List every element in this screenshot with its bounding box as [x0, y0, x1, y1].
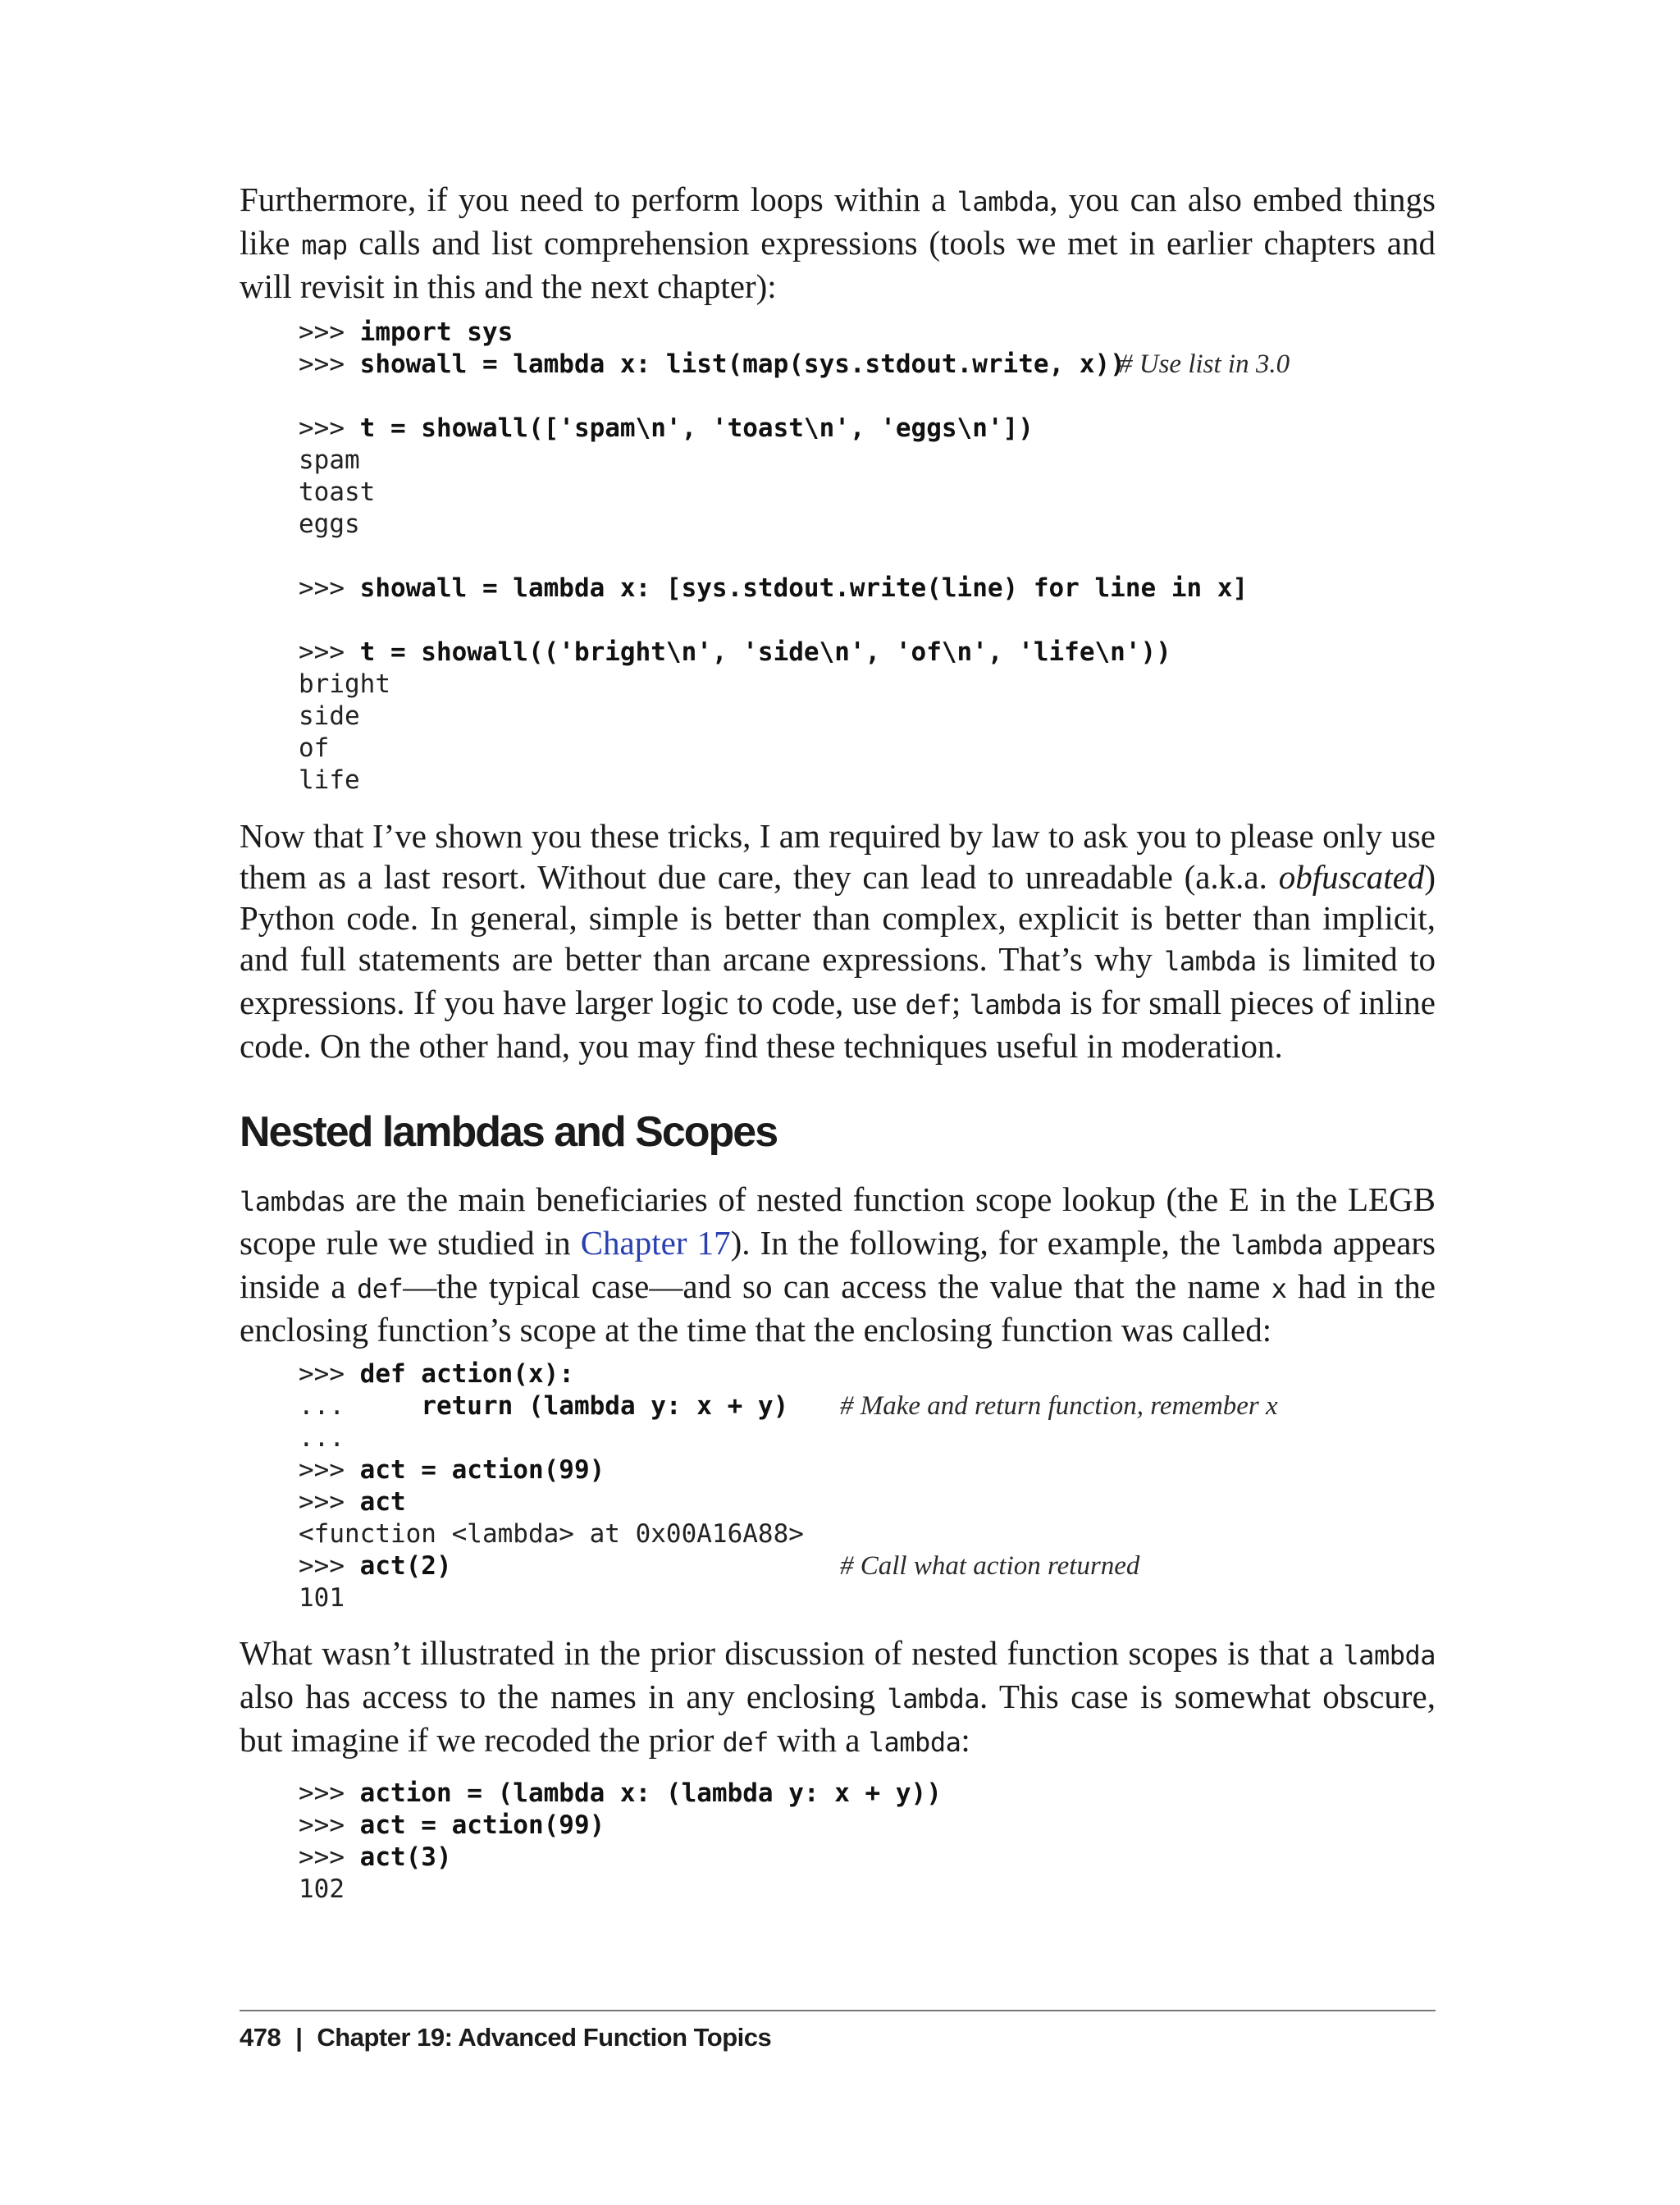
text: Now that I’ve shown you these tricks, I am required by law to ask you to please only use them as a last resort. Without due care, they can lead to unreadable (a.k.a. [240, 817, 1436, 896]
code-line [299, 413, 1248, 445]
text: ; [951, 984, 970, 1021]
code-line [299, 1810, 942, 1842]
code-output: eggs [299, 509, 360, 539]
code-command: act(2) [359, 1551, 452, 1581]
code-line [299, 1454, 804, 1486]
code-output: life [299, 765, 360, 795]
code-output: 101 [299, 1583, 345, 1613]
code-output: bright [299, 669, 390, 699]
code-blank-line [299, 605, 1248, 637]
text: , you can also embed things like [240, 180, 1436, 262]
code-prompt: >>> [299, 1359, 360, 1389]
code-line [299, 317, 1248, 349]
paragraph-caution [240, 815, 1436, 1066]
inline-code: lambda [1343, 1640, 1436, 1671]
code-comment: # Make and return function, remember x [840, 1391, 1278, 1421]
inline-code: lambda [240, 1186, 332, 1217]
text: : [961, 1721, 970, 1759]
footer-separator: | [295, 2023, 303, 2052]
code-prompt: >>> [299, 1455, 360, 1485]
code-prompt: >>> [299, 317, 360, 347]
code-prompt: >>> [299, 413, 360, 443]
code-output: of [299, 733, 330, 763]
code-prompt: >>> [299, 1842, 360, 1872]
code-output: <function <lambda> at 0x00A16A88> [299, 1519, 804, 1549]
code-command: act = action(99) [359, 1455, 605, 1485]
code-output: side [299, 701, 360, 731]
paragraph-nested-scopes [240, 1179, 1436, 1350]
code-comment: # Call what action returned [840, 1551, 1140, 1581]
paragraph-loops-in-lambda [240, 179, 1436, 307]
code-blank-line [299, 381, 1248, 413]
code-command: t = showall(['spam\n', 'toast\n', 'eggs\n']) [359, 413, 1034, 443]
code-block-action-def [299, 1358, 1278, 1614]
code-command: action = (lambda x: (lambda y: x + y)) [359, 1778, 942, 1808]
paragraph-enclosing-lambda [240, 1632, 1436, 1763]
code-line [299, 573, 1248, 605]
inline-code: lambda [868, 1727, 961, 1758]
code-output: 102 [299, 1874, 345, 1904]
inline-code: lambda [1164, 946, 1257, 977]
footer-divider [240, 2010, 1436, 2011]
inline-code: lambda [1230, 1230, 1323, 1261]
code-command: showall = lambda x: [sys.stdout.write(line) for line in x] [359, 573, 1249, 603]
page-number: 478 [240, 2023, 281, 2052]
code-line [299, 1778, 942, 1810]
code-command: return (lambda y: x + y) [421, 1391, 789, 1421]
text: had in the enclosing function’s scope at the time that the enclosing function was called: [240, 1267, 1436, 1349]
code-prompt: >>> [299, 1551, 360, 1581]
text: ) Python code. In general, simple is better than complex, explicit is better than implicit, and full statements are better than arcane expressions. That’s why [240, 858, 1436, 978]
code-command: act [359, 1487, 406, 1517]
code-blank-line [299, 541, 1248, 573]
text: calls and list comprehension expressions (tools we met in earlier chapters and will revisit in this and the next chapter): [240, 224, 1436, 305]
page-footer [240, 2023, 771, 2052]
code-line [299, 637, 1248, 669]
code-command: def action(x): [359, 1359, 574, 1389]
inline-code: lambda [887, 1683, 979, 1714]
code-output: toast [299, 477, 376, 507]
inline-code: lambda [969, 989, 1062, 1020]
inline-code: def [357, 1273, 404, 1304]
text: is limited to expressions. If you have larger logic to code, use [240, 940, 1436, 1021]
code-prompt: >>> [299, 1778, 360, 1808]
inline-code: def [905, 989, 952, 1020]
text: with a [768, 1721, 869, 1759]
code-command: act = action(99) [359, 1810, 605, 1840]
code-prompt: >>> [299, 1487, 360, 1517]
code-output: spam [299, 445, 360, 475]
inline-code: map [301, 230, 348, 261]
code-line [299, 1842, 942, 1874]
code-comment: # Use list in 3.0 [1119, 349, 1290, 379]
text: What wasn’t illustrated in the prior discussion of nested function scopes is that a [240, 1634, 1344, 1672]
inline-code: lambda [956, 186, 1050, 217]
chapter-17-link[interactable]: Chapter 17 [580, 1224, 731, 1262]
code-line [299, 1390, 1278, 1422]
code-command: showall = lambda x: list(map(sys.stdout.write, x)) [359, 349, 1125, 379]
code-line [299, 1422, 804, 1454]
code-block-nested-lambda [299, 1778, 942, 1906]
inline-code: def [722, 1727, 769, 1758]
section-heading: Nested lambdas and Scopes [240, 1108, 778, 1156]
code-command: t = showall(('bright\n', 'side\n', 'of\n', 'life\n')) [359, 637, 1171, 667]
text: also has access to the names in any enclosing [240, 1678, 888, 1715]
emphasis-text: obfuscated [1278, 858, 1425, 896]
code-prompt: >>> [299, 637, 360, 667]
code-line [299, 1550, 1140, 1582]
code-prompt: >>> [299, 573, 360, 603]
code-prompt: >>> [299, 349, 360, 379]
code-prompt: ... [299, 1423, 345, 1453]
code-block-showall [299, 317, 1290, 797]
code-command: import sys [359, 317, 514, 347]
code-line [299, 349, 1290, 381]
text: ). In the following, for example, the [730, 1224, 1231, 1262]
code-line [299, 1358, 804, 1390]
code-line [299, 1486, 804, 1518]
inline-code: x [1271, 1273, 1287, 1304]
text: is for small pieces of inline code. On the other hand, you may find these techniques useful in moderation. [240, 984, 1436, 1065]
text: appears inside a [240, 1224, 1436, 1305]
code-prompt: >>> [299, 1810, 360, 1840]
code-prompt: ... [299, 1391, 422, 1421]
code-command: act(3) [359, 1842, 452, 1872]
running-chapter-title: Chapter 19: Advanced Function Topics [317, 2023, 772, 2052]
text: . This case is somewhat obscure, but imagine if we recoded the prior [240, 1678, 1436, 1759]
text: —the typical case—and so can access the value that the name [403, 1267, 1271, 1305]
text: s are the main beneficiaries of nested function scope lookup (the E in the LEGB scope rule we studied in [240, 1180, 1436, 1262]
text: Furthermore, if you need to perform loops within a [240, 180, 957, 218]
